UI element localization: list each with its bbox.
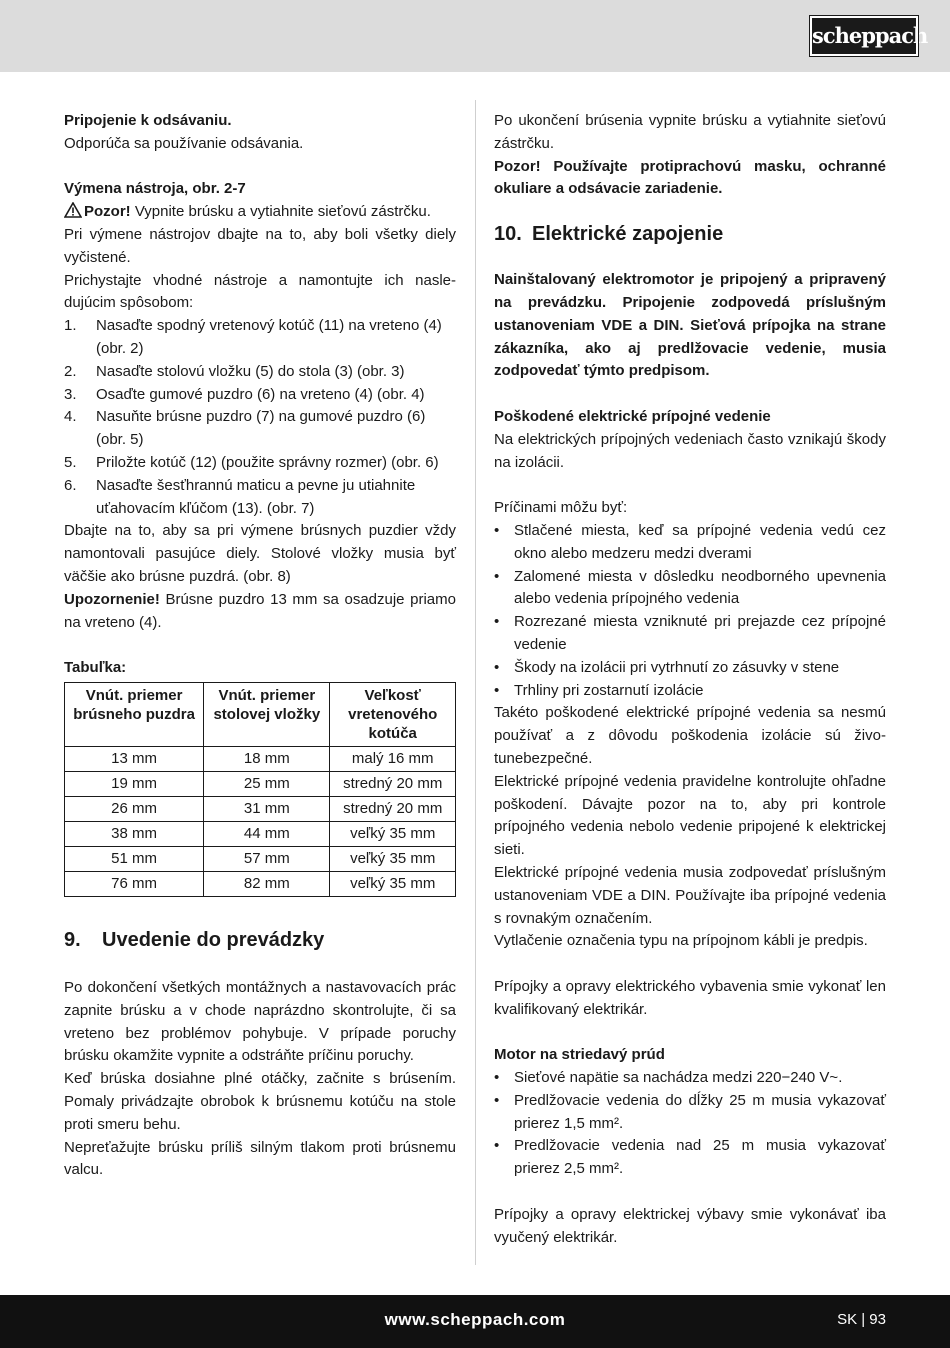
footer-bar — [0, 1295, 950, 1348]
page-number: SK | 93 — [837, 1311, 886, 1328]
table-header: Vnút. priemer brúsneho puzdra — [65, 682, 204, 746]
list-item: • Zalomené miesta v dôsledku neodborného upevnenia alebo vedenia prípojného vedenia — [494, 566, 886, 612]
list-item: • Predlžovacie vedenia do dĺžky 25 m musia vykazovať prierez 1,5 mm². — [494, 1090, 886, 1136]
table-row: 26 mm 31 mm stredný 20 mm — [65, 796, 456, 821]
warning-label: Pozor! — [84, 203, 131, 221]
motor-list — [494, 1067, 886, 1181]
notice-paragraph — [64, 589, 456, 635]
header-bar — [0, 0, 950, 72]
tool-change-text-1: Pri výmene nástrojov dbajte na to, aby boli všetky diely vyčistené. — [64, 225, 456, 266]
section-9-heading: 9. Uvedenie do prevádzky — [64, 928, 325, 951]
warning-triangle-icon — [64, 202, 82, 218]
causes-title: Príčinami môžu byť: — [494, 499, 628, 517]
list-item: • Stlačené miesta, keď sa prípojné vedenia vedú cez okno alebo medzeru medzi dverami — [494, 520, 886, 566]
table-row: 13 mm 18 mm malý 16 mm — [65, 746, 456, 771]
list-item: 1. Nasaďte spodný vretenový kotúč (11) na vreteno (4) (obr. 2) — [64, 317, 442, 357]
causes-list — [494, 520, 886, 702]
table-row: 38 mm 44 mm veľký 35 mm — [65, 821, 456, 846]
table-header: Vnút. priemer stolovej vložky — [204, 682, 330, 746]
extraction-text: Odporúča sa používanie odsávania. — [64, 134, 304, 152]
after-sanding-text: Po ukončení brúsenia vypnite brúsku a vytiahnite sieťovú zástrčku. — [494, 112, 886, 152]
table-row: 51 mm 57 mm veľký 35 mm — [65, 846, 456, 871]
list-item: 6. Nasaďte šesťhrannú maticu a pevne ju utiahnite uťahovacím kľúčom (13). (obr. 7) — [64, 476, 416, 517]
list-item: 2. Nasaďte stolovú vložku (5) do stola (3) (obr. 3) — [64, 362, 405, 380]
damaged-cable-title: Poškodené elektrické prípojné vedenie — [494, 407, 771, 425]
commissioning-text-3: Nepreťažujte brúsku príliš silným tlakom proti brúsnemu valcu. — [64, 1138, 456, 1179]
notice-label: Upozornenie! — [64, 590, 160, 608]
after-sanding-warning: Pozor! Používajte protiprachovú masku, ochranné okuliare a odsávacie zariadenie. — [494, 157, 886, 198]
left-column — [64, 110, 456, 1182]
extraction-title: Pripojenie k odsávaniu. — [64, 112, 232, 129]
table-title: Tabuľka: — [64, 659, 127, 677]
damaged-cable-text: Na elektrických prípojných vedeniach často vznikajú škody na izolácii. — [494, 430, 886, 471]
cable-text-d: Vytlačenie označenia typu na prípojnom kábli je predpis. — [494, 932, 868, 950]
cable-text-a: Takéto poškodené elektrické prípojné vedenia sa nesmú používať a z dôvodu poškodenia izolácie sú životunebezpečné. — [494, 704, 886, 767]
steps-list — [64, 315, 456, 520]
cable-text-b: Elektrické prípojné vedenia pravidelne kontrolujte ohľadne poškodení. Dávajte pozor na to, aby pri kontrole prípojného vedenia nebolo vedenie pripojené k elektrickej sieti. — [494, 772, 886, 859]
list-item: • Predlžovacie vedenia nad 25 m musia vykazovať prierez 2,5 mm². — [494, 1135, 886, 1181]
warning-text: Vypnite brúsku a vytiahnite sieťovú zástrčku. — [130, 203, 431, 221]
list-item: 4. Nasuňte brúsne puzdro (7) na gumové puzdro (6) (obr. 5) — [64, 408, 426, 449]
list-item: 5. Priložte kotúč (12) (použite správny rozmer) (obr. 6) — [64, 453, 439, 471]
sizes-table — [64, 682, 456, 897]
list-item: • Trhliny pri zostarnutí izolácie — [494, 680, 886, 703]
list-item: • Škody na izolácii pri vytrhnutí zo zásuvky v stene — [494, 657, 886, 680]
electrical-intro: Nainštalovaný elektromotor je pripojený a pripravený na prevádzku. Pripojenie zodpovedá príslušným ustanoveniam VDE a DIN. Sieťová prípojka na strane zákazníka, ako aj predlžovacie vedenie, musia zodpovedať týmto predpisom. — [494, 271, 886, 380]
list-item: • Rozrezané miesta vzniknuté pri prejazde cez prípojné vedenie — [494, 611, 886, 657]
cable-text-f: Prípojky a opravy elektrickej výbavy smie vykonávať iba vyučený elektrikár. — [494, 1205, 886, 1246]
tool-change-text-2: Prichystajte vhodné nástroje a namontujte ich nasledujúcim spôsobom: — [64, 271, 456, 312]
section-10-heading: 10. Elektrické zapojenie — [494, 223, 724, 246]
commissioning-text-1: Po dokončení všetkých montážnych a nastavovacích prác zapnite brúsku a v chode naprázdno skontrolujte, či sa vreteno bez problémov pohybuje. V prípade poruchy brúsku okamžite vypnite a odstráňte príčinu poruchy. — [64, 978, 456, 1065]
cable-text-c: Elektrické prípojné vedenia musia zodpovedať príslušným ustanoveniam VDE a DIN. Používajte iba prípojné vedenia s rovnakým označením. — [494, 863, 886, 927]
table-row: 76 mm 82 mm veľký 35 mm — [65, 871, 456, 896]
tool-change-warning — [64, 201, 456, 224]
notice-text: Brúsne puzdro 13 mm sa osadzuje priamo na vreteno (4). — [64, 590, 456, 631]
table-row: 19 mm 25 mm stredný 20 mm — [65, 771, 456, 796]
list-item: 3. Osaďte gumové puzdro (6) na vreteno (4) (obr. 4) — [64, 385, 425, 403]
brand-logo: scheppach — [810, 16, 918, 56]
website-link[interactable]: www.scheppach.com — [384, 1310, 566, 1329]
tool-change-title: Výmena nástroja, obr. 2-7 — [64, 180, 246, 198]
sleeve-note: Dbajte na to, aby sa pri výmene brúsnych puzdier vždy namontovali pasujúce diely. Stolové vložky musia byť väčšie ako brúsne puzdrá. (obr. 8) — [64, 522, 456, 585]
right-column — [494, 110, 886, 1249]
motor-title: Motor na striedavý prúd — [494, 1046, 665, 1064]
column-divider — [475, 100, 476, 1265]
list-item: • Sieťové napätie sa nachádza medzi 220−240 V~. — [494, 1067, 886, 1090]
commissioning-text-2: Keď brúska dosiahne plné otáčky, začnite s brúsením. Pomaly privádzajte obrobok k brúsnemu kotúču na stole proti smeru behu. — [64, 1070, 456, 1133]
table-header: Veľkosť vretenového kotúča — [330, 682, 456, 746]
cable-text-e: Prípojky a opravy elektrického vybavenia smie vykonať len kvalifikovaný elektrikár. — [494, 977, 886, 1018]
